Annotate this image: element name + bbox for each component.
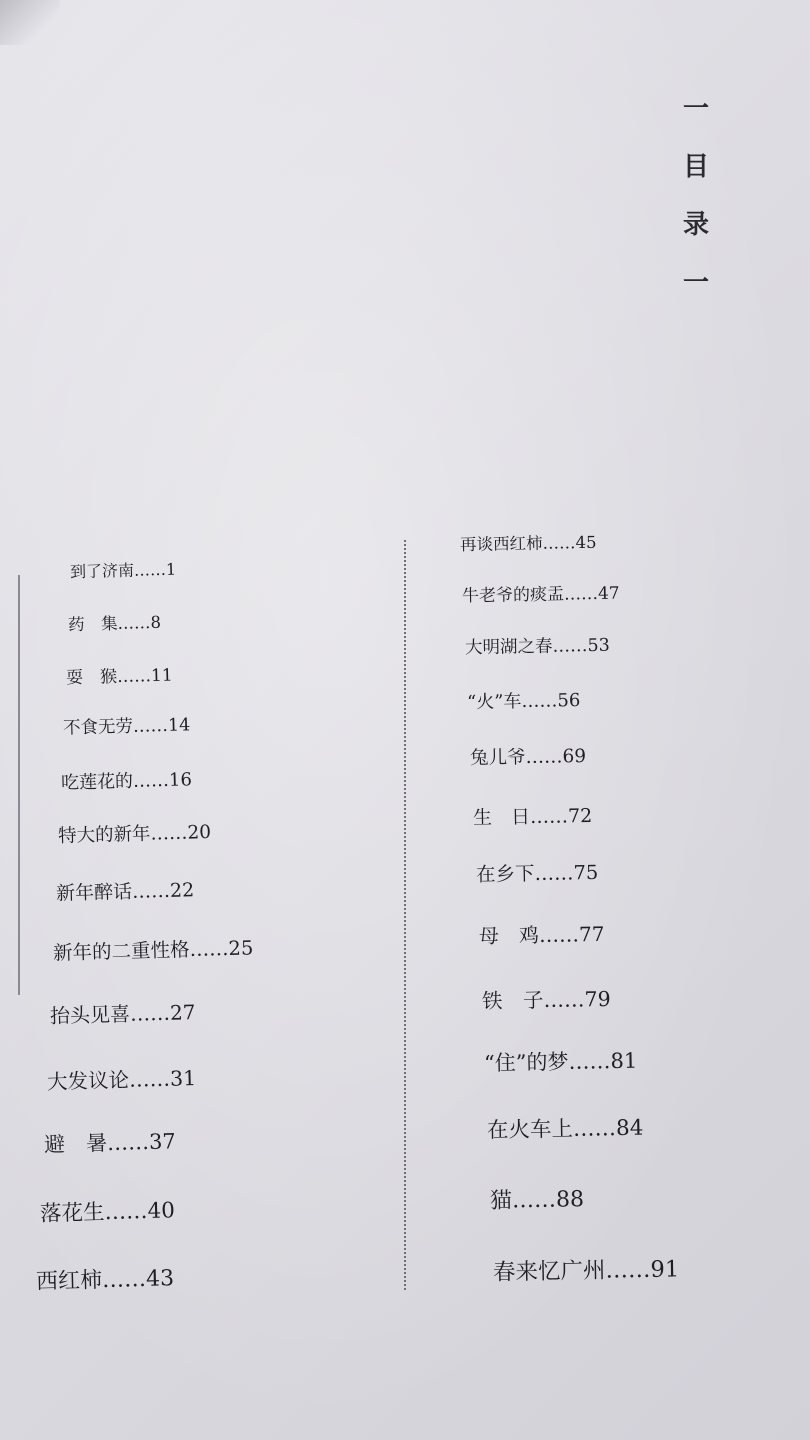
toc-title — [672, 96, 720, 296]
page-corner-shadow — [0, 0, 60, 45]
toc-entry: 兔儿爷……69 — [469, 745, 587, 770]
left-margin-rule — [18, 575, 20, 995]
toc-entry: “火”车……56 — [466, 690, 581, 713]
toc-entry: 猫……88 — [489, 1187, 585, 1214]
column-divider — [404, 540, 406, 1290]
toc-entry: 大发议论……31 — [46, 1066, 197, 1094]
title-char-mu: 目 — [682, 152, 709, 182]
toc-entry: 到了济南……1 — [69, 559, 177, 582]
toc-entry: 避 暑……37 — [43, 1129, 177, 1157]
toc-entry: 抬头见喜……27 — [49, 1000, 196, 1028]
title-dash-top: 一 — [682, 94, 709, 124]
toc-entry: 不食无劳……14 — [62, 715, 191, 739]
toc-entry: 药 集……8 — [67, 612, 162, 635]
toc-entry: 耍 猴……11 — [65, 665, 173, 689]
toc-entry: 再谈西红柿……45 — [459, 532, 597, 555]
toc-entry: 吃莲花的……16 — [60, 769, 193, 794]
toc-entry: 西红柿……43 — [35, 1266, 175, 1295]
toc-entry: 春来忆广州……91 — [492, 1256, 680, 1286]
title-dash-bottom: 一 — [682, 268, 709, 298]
toc-entry: 牛老爷的痰盂……47 — [461, 583, 620, 607]
toc-entry: 在火车上……84 — [486, 1115, 644, 1144]
toc-entry: 母 鸡……77 — [478, 921, 605, 949]
toc-entry: 落花生……40 — [39, 1198, 176, 1227]
toc-entry: 在乡下……75 — [475, 860, 599, 887]
title-char-lu: 录 — [682, 210, 709, 240]
toc-entry: 大明湖之春……53 — [464, 635, 610, 659]
toc-entry: “住”的梦……81 — [483, 1048, 638, 1076]
toc-entry: 生 日……72 — [472, 804, 593, 830]
toc-entry: 铁 子……79 — [481, 986, 611, 1014]
toc-entry: 新年的二重性格……25 — [52, 936, 254, 965]
toc-entry: 特大的新年……20 — [57, 821, 212, 847]
toc-entry: 新年醉话……22 — [55, 879, 195, 905]
